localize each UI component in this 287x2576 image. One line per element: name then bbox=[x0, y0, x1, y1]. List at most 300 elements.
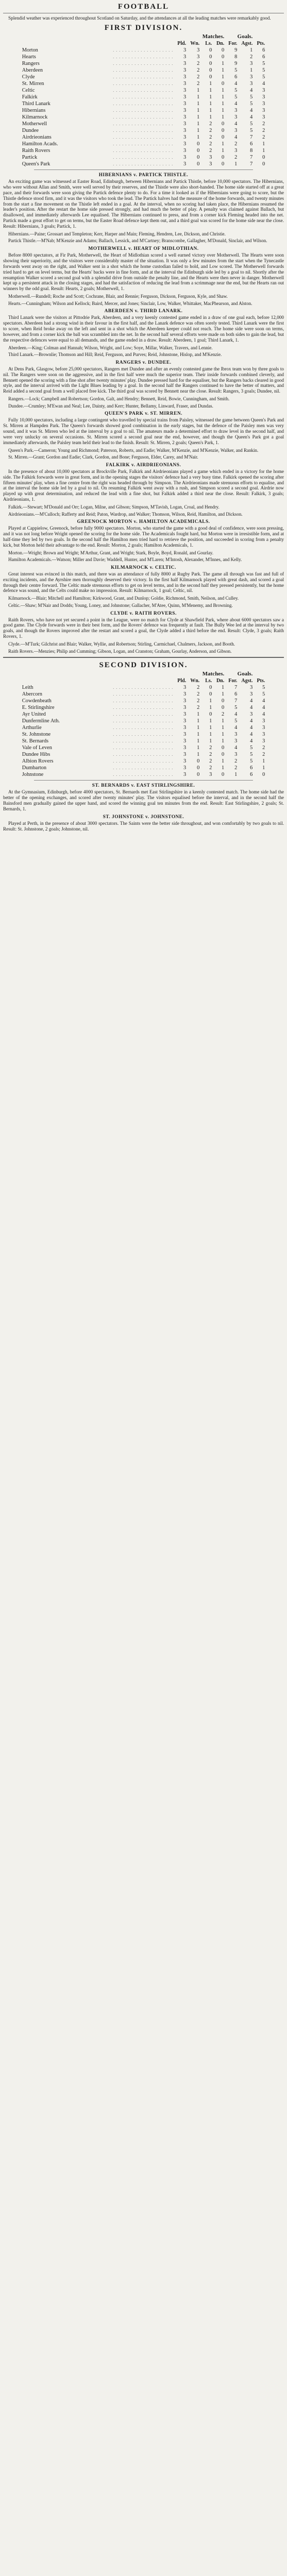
dn-cell: 0 bbox=[222, 134, 225, 141]
pld-cell: 3 bbox=[183, 114, 187, 121]
pts-cell: 1 bbox=[262, 141, 265, 147]
leader-dots: . . . . . . . . . . . . . . . . . . . . bbox=[113, 738, 174, 743]
agst-cell: 4 bbox=[250, 738, 253, 744]
ls-cell: 1 bbox=[209, 705, 212, 711]
leader-dots: . . . . . . . . . . . . . . . . . . . . bbox=[113, 691, 174, 697]
pld-column: Pld. bbox=[177, 40, 187, 46]
agst-cell: 4 bbox=[250, 718, 253, 724]
table-row bbox=[20, 718, 267, 724]
agst-cell: 5 bbox=[250, 758, 253, 765]
team-name: Johnstone bbox=[22, 772, 44, 778]
match-title: FALKIRK v. AIRDRIEONIANS. bbox=[106, 462, 181, 468]
dn-cell: 1 bbox=[222, 738, 225, 744]
leader-dots: . . . . . . . . . . . . . . . . . . . . bbox=[113, 711, 174, 717]
for-cell: 5 bbox=[234, 67, 238, 74]
pld-cell: 3 bbox=[183, 161, 187, 167]
pld-cell: 3 bbox=[183, 758, 187, 765]
matches-column-group: Matches. bbox=[202, 671, 225, 677]
dn-cell: 1 bbox=[222, 101, 225, 107]
pts-cell: 6 bbox=[262, 54, 265, 60]
table-header-groups bbox=[20, 33, 267, 41]
dn-cell: 1 bbox=[222, 765, 225, 771]
ls-cell: 1 bbox=[209, 108, 212, 114]
wn-column: Wn. bbox=[190, 677, 200, 684]
match-report-text: Before 8000 spectators, at Fir Park, Motherwell, the Heart of Midlothian scored a well earned victory over Motherwell. The Hearts were soon showing their superiority, and the visitors were considerably master of the situation. It was only a few minutes from the start when the Tynecastle forwards went away on the right, and Walker sent in a shot which the home custodian failed to hold, and Low scored. The Motherwell forwards tried hard to get on level terms, but the Hearts' backs were in fine form, and at the interval the Edinburgh side led by a goal to nil. Shortly after the resumption Walker scored a second goal with a splendid drive from outside the penalty line, and the Hearts were then never in danger. Motherwell kept up a persistent attack in the closing stages, and had the satisfaction of reducing the lead from a scrimmage near the end, but the Hearts ran out winners by the odd goal. Result: Hearts, 2 goals; Motherwell, 1. bbox=[3, 252, 284, 292]
ls-cell: 0 bbox=[209, 54, 212, 60]
match-title: RANGERS v. DUNDEE. bbox=[115, 360, 172, 365]
agst-cell: 8 bbox=[250, 148, 253, 154]
table-row bbox=[20, 80, 267, 87]
newspaper-page bbox=[3, 0, 284, 839]
for-cell: 3 bbox=[234, 738, 238, 744]
ls-cell: 0 bbox=[209, 685, 212, 691]
leader-dots: . . . . . . . . . . . . . . . . . . . . bbox=[113, 148, 174, 153]
ls-cell: 0 bbox=[209, 74, 212, 80]
leader-dots: . . . . . . . . . . . . . . . . . . . . bbox=[113, 725, 174, 730]
team-name: Clyde bbox=[22, 74, 35, 80]
table-row bbox=[20, 738, 267, 744]
dn-cell: 1 bbox=[222, 718, 225, 724]
wn-cell: 0 bbox=[197, 161, 200, 167]
table-header-columns bbox=[20, 678, 267, 685]
match-report-text: Raith Rovers, who have not yet secured a point in the League, were no match for Clyde at Shawfield Park, where about 6000 spectators saw a good game. The Clyde forwards were in their best form, and the Rovers' defence was frequently at fault. The Bully Wee led at the interval by two goals, and though the Rovers improved after the restart and scored a goal, the Clyde added a third before the end. Result: Clyde, 3 goals; Raith Rovers, 1. bbox=[3, 617, 284, 639]
table-row bbox=[20, 698, 267, 704]
team-lineup: Airdrieonians.—M'Culloch; Rafferty and Reid; Paton, Wardrop, and Walker; Thomson, Wilson, Reid, Hamilton, and Dickson. bbox=[8, 511, 243, 517]
for-cell: 8 bbox=[234, 54, 238, 60]
match-report-text: Played at Cappielow, Greenock, before fully 9000 spectators. Morton, who started the game with a good deal of confidence, were soon pressing, and it was not long before Wright opened the scoring for the home side. The Academicals fought hard, but Morton were in irresistible form, and at half-time they led by two goals. In the second half the Hamilton men tried hard to retrieve the position, and succeeded in scoring from a penalty kick, but Morton held their advantage to the end. Result: Morton, 2 goals; Hamilton Academicals, 1. bbox=[3, 526, 284, 548]
pld-cell: 3 bbox=[183, 108, 187, 114]
leader-dots: . . . . . . . . . . . . . . . . . . . . bbox=[113, 128, 174, 133]
team-lineup: Dundee.—Crumley; M'Ewan and Neal; Lee, Dainty, and Kerr; Hunter, Bellamy, Linward, Fraser, and Dundas. bbox=[8, 403, 213, 409]
leader-dots: . . . . . . . . . . . . . . . . . . . . bbox=[113, 121, 174, 126]
agst-cell: 5 bbox=[250, 128, 253, 134]
match-title: KILMARNOCK v. CELTIC. bbox=[111, 565, 176, 570]
match-report bbox=[3, 463, 284, 517]
team-name: St. Mirren bbox=[22, 81, 44, 87]
team-lineup: Raith Rovers.—Menzies; Philip and Cumming; Gibson, Logan, and Cranston; Graham, Gourlay, Anderson, and Gibson. bbox=[8, 648, 232, 654]
divider bbox=[3, 657, 284, 658]
team-name: Third Lanark bbox=[22, 101, 50, 107]
match-report bbox=[3, 565, 284, 608]
wn-cell: 0 bbox=[197, 758, 200, 765]
table-row bbox=[20, 87, 267, 94]
pts-cell: 3 bbox=[262, 101, 265, 107]
ls-cell: 1 bbox=[209, 94, 212, 100]
for-cell: 4 bbox=[234, 745, 238, 751]
for-cell: 6 bbox=[234, 691, 238, 698]
wn-cell: 0 bbox=[197, 772, 200, 778]
for-cell: 3 bbox=[234, 752, 238, 758]
for-cell: 4 bbox=[234, 725, 238, 731]
pts-cell: 3 bbox=[262, 732, 265, 738]
match-title: ST. JOHNSTONE v. JOHNSTONE. bbox=[103, 814, 184, 820]
dn-cell: 0 bbox=[222, 128, 225, 134]
leader-dots: . . . . . . . . . . . . . . . . . . . . bbox=[113, 698, 174, 703]
match-report-text: An exciting game was witnessed at Easter Road, Edinburgh, between Hibernians and Partick Thistle, before 10,000 spectators. The Hibernians, who were without Allan and Smith, were well served by their reserves, and the Thistle were also short-handed. The home side started off at a great pace, and their forwards were soon giving the Partick defence plenty to do. For a time it looked as if the Hibernians were going to score, but the Thistle defence stood firm, and it was the visitors who took the lead. The Partick halves had the measure of the home forwards, and twenty minutes from the start a fine movement on the Thistle left ended in a goal. At the interval, when no scoring had taken place, the Hibernians resumed the leader's position. After the restart the home side pressed strongly, and had much the better of play. A penalty was claimed against Ballach, but disallowed, and immediately afterwards Lee equalised. The Hibernians continued to press, and from a corner kick Fleming headed into the net. Partick made a great effort to get on terms, but the Easter Road defence kept them out, and a third goal was scored for the home side near the close. Result: Hibernians, 3 goals; Partick, 1. bbox=[3, 179, 284, 229]
pts-cell: 2 bbox=[262, 745, 265, 751]
dn-cell: 0 bbox=[222, 81, 225, 87]
agst-cell: 1 bbox=[250, 67, 253, 74]
wn-cell: 1 bbox=[197, 121, 200, 127]
agst-cell: 4 bbox=[250, 705, 253, 711]
pld-cell: 3 bbox=[183, 772, 187, 778]
agst-cell: 6 bbox=[250, 765, 253, 771]
wn-cell: 1 bbox=[197, 128, 200, 134]
leader-dots: . . . . . . . . . . . . . . . . . . . . bbox=[113, 94, 174, 99]
dn-cell: 0 bbox=[222, 155, 225, 161]
ls-column: Ls. bbox=[205, 40, 212, 46]
dn-cell: 0 bbox=[222, 121, 225, 127]
pts-cell: 3 bbox=[262, 114, 265, 121]
pts-cell: 4 bbox=[262, 698, 265, 704]
ls-cell: 2 bbox=[209, 752, 212, 758]
table-row bbox=[20, 744, 267, 751]
pld-cell: 3 bbox=[183, 752, 187, 758]
for-cell: 3 bbox=[234, 114, 238, 121]
dn-cell: 1 bbox=[222, 685, 225, 691]
wn-cell: 2 bbox=[197, 81, 200, 87]
pts-cell: 0 bbox=[262, 772, 265, 778]
team-name: Celtic bbox=[22, 88, 35, 94]
leader-dots: . . . . . . . . . . . . . . . . . . . . bbox=[113, 155, 174, 160]
pts-cell: 1 bbox=[262, 148, 265, 154]
second-division-section bbox=[3, 661, 284, 832]
pts-cell: 3 bbox=[262, 738, 265, 744]
leader-dots: . . . . . . . . . . . . . . . . . . . . bbox=[113, 161, 174, 166]
match-title: ST. BERNARDS v. EAST STIRLINGSHIRE. bbox=[92, 783, 195, 789]
team-name: St. Johnstone bbox=[22, 732, 51, 738]
agst-cell: 4 bbox=[250, 108, 253, 114]
wn-cell: 1 bbox=[197, 738, 200, 744]
pld-cell: 3 bbox=[183, 718, 187, 724]
leader-dots: . . . . . . . . . . . . . . . . . . . . bbox=[113, 745, 174, 750]
dn-cell: 1 bbox=[222, 732, 225, 738]
dn-cell: 1 bbox=[222, 141, 225, 147]
for-cell: 3 bbox=[234, 732, 238, 738]
wn-cell: 0 bbox=[197, 155, 200, 161]
dn-cell: 0 bbox=[222, 161, 225, 167]
leader-dots: . . . . . . . . . . . . . . . . . . . . bbox=[113, 67, 174, 73]
leader-dots: . . . . . . . . . . . . . . . . . . . . bbox=[113, 752, 174, 757]
for-column: For. bbox=[228, 40, 238, 46]
pts-cell: 1 bbox=[262, 758, 265, 765]
table-row bbox=[20, 684, 267, 691]
ls-cell: 1 bbox=[209, 698, 212, 704]
for-cell: 6 bbox=[234, 74, 238, 80]
pld-cell: 3 bbox=[183, 698, 187, 704]
ls-cell: 1 bbox=[209, 81, 212, 87]
pld-cell: 3 bbox=[183, 94, 187, 100]
wn-cell: 1 bbox=[197, 711, 200, 718]
agst-cell: 3 bbox=[250, 711, 253, 718]
agst-column: Agst. bbox=[241, 40, 253, 46]
leader-dots: . . . . . . . . . . . . . . . . . . . . bbox=[113, 772, 174, 777]
leader-dots: . . . . . . . . . . . . . . . . . . . . bbox=[113, 134, 174, 140]
team-lineup: Hamilton Academicals.—Watson; Miller and Davie; Waddell, Hunter, and M'Laren; M'Intosh, Alexander, M'Innes, and Kelly. bbox=[8, 557, 242, 563]
wn-cell: 1 bbox=[197, 718, 200, 724]
pld-cell: 3 bbox=[183, 685, 187, 691]
wn-cell: 2 bbox=[197, 685, 200, 691]
pld-cell: 3 bbox=[183, 691, 187, 698]
match-title: MOTHERWELL v. HEART OF MIDLOTHIAN. bbox=[88, 246, 199, 252]
table-row bbox=[20, 765, 267, 771]
pts-cell: 0 bbox=[262, 155, 265, 161]
pts-cell: 1 bbox=[262, 765, 265, 771]
match-report bbox=[3, 783, 284, 811]
agst-cell: 7 bbox=[250, 155, 253, 161]
pts-cell: 4 bbox=[262, 81, 265, 87]
match-report-text: At Dens Park, Glasgow, before 25,000 spectators, Rangers met Dundee and after an evenly contested game the Ibrox team won by three goals to nil. The Rangers were soon on the aggressive, and in the first half were much the superior team. Their inside forwards combined cleverly, and Bennett opened the scoring with a fine shot after twenty minutes' play. Dundee pressed hard for the equaliser, but the Rangers backs cleared in good style, and the interval arrived with the Light Blues leading by a goal. In the second half the Rangers continued to have the better of matters, and Reid added a second goal from a well placed free kick. The third goal was scored by Bennett near the close. Result: Rangers, 3 goals; Dundee, nil. bbox=[3, 366, 284, 394]
ls-cell: 1 bbox=[209, 718, 212, 724]
ls-cell: 2 bbox=[209, 765, 212, 771]
table-row bbox=[20, 74, 267, 80]
pts-cell: 5 bbox=[262, 67, 265, 74]
match-report bbox=[3, 360, 284, 409]
pld-cell: 3 bbox=[183, 705, 187, 711]
table-header-columns bbox=[20, 41, 267, 47]
match-report-text: Third Lanark were the visitors at Pittodrie Park, Aberdeen, and a very keenly contested game ended in a draw of one goal each, before 12,000 spectators. Aberdeen had a strong wind in their favour in the first half, and the Lanark defence was often sorely tested. Third Lanark were the first to score, when Reid broke away on the left and sent in a shot which the Aberdeen keeper could not reach. The home side were soon on terms, however, and from a corner kick the ball was scrambled into the net. In the second half several efforts were made on both sides to gain the lead, but the respective defences were equal to all demands, and the game ended in a draw. Result: Aberdeen, 1 goal; Third Lanark, 1. bbox=[3, 315, 284, 343]
match-title: HIBERNIANS v. PARTICK THISTLE. bbox=[98, 173, 189, 178]
team-name: Hamilton Acads. bbox=[22, 141, 58, 147]
team-name: Albion Rovers bbox=[22, 758, 54, 765]
dn-cell: 2 bbox=[222, 711, 225, 718]
team-lineup: Clyde.—M'Turk; Gilchrist and Blair; Walker, Wyllie, and Robertson; Stirling, Carmichael, Chalmers, Jackson, and Booth. bbox=[8, 641, 235, 647]
team-name: Vale of Leven bbox=[22, 745, 52, 751]
team-lineup: Partick Thistle.—M'Nab; M'Kenzie and Adams; Ballach, Lessick, and M'Cartney; Branscombe, Gallagher, M'Donald, Sinclair, and Wilson. bbox=[8, 238, 267, 244]
wn-cell: 1 bbox=[197, 134, 200, 141]
ls-cell: 1 bbox=[209, 88, 212, 94]
for-cell: 3 bbox=[234, 148, 238, 154]
wn-cell: 1 bbox=[197, 732, 200, 738]
table-row bbox=[20, 704, 267, 711]
match-report bbox=[3, 246, 284, 306]
team-lineup: Morton.—Wright; Brown and Wright; M'Arthur, Grant, and Wright; Stark, Boyle, Boyd, Ronald, and Gourlay. bbox=[8, 550, 213, 555]
pts-cell: 5 bbox=[262, 691, 265, 698]
pld-cell: 3 bbox=[183, 121, 187, 127]
table-row bbox=[20, 54, 267, 60]
ls-cell: 2 bbox=[209, 745, 212, 751]
pts-cell: 2 bbox=[262, 752, 265, 758]
table-row bbox=[20, 691, 267, 698]
agst-cell: 6 bbox=[250, 772, 253, 778]
agst-column: Agst. bbox=[241, 677, 253, 684]
for-cell: 5 bbox=[234, 94, 238, 100]
second-division-heading: SECOND DIVISION. bbox=[99, 661, 188, 670]
leader-dots: . . . . . . . . . . . . . . . . . . . . bbox=[113, 114, 174, 120]
team-lineup: Motherwell.—Rundell; Roche and Scott; Cochrane, Blair, and Rennie; Ferguson, Dickson, Ferguson, Kyle, and Shaw. bbox=[8, 294, 228, 299]
table-row bbox=[20, 724, 267, 731]
agst-cell: 1 bbox=[250, 47, 253, 54]
second-division-rows bbox=[20, 684, 267, 778]
agst-cell: 3 bbox=[250, 691, 253, 698]
team-lineup: Third Lanark.—Brownlie; Thomson and Hill; Reid, Ferguson, and Purves; Reid, Johnstone, Hislop, and M'Kenzie. bbox=[8, 352, 222, 358]
ls-cell: 0 bbox=[209, 67, 212, 74]
lead-paragraph: Splendid weather was experienced throughout Scotland on Saturday, and the attendances at all the leading matches were remarkably good. bbox=[8, 15, 271, 21]
leader-dots: . . . . . . . . . . . . . . . . . . . . bbox=[113, 108, 174, 113]
match-title: CLYDE v. RAITH ROVERS. bbox=[110, 611, 177, 616]
table-row bbox=[20, 114, 267, 121]
team-name: Raith Rovers bbox=[22, 148, 50, 154]
pld-cell: 3 bbox=[183, 128, 187, 134]
team-name: E. Stirlingshire bbox=[22, 705, 55, 711]
table-row bbox=[20, 127, 267, 134]
first-division-reports bbox=[3, 173, 284, 654]
pld-cell: 3 bbox=[183, 47, 187, 54]
table-row bbox=[20, 60, 267, 67]
wn-cell: 2 bbox=[197, 698, 200, 704]
ls-cell: 0 bbox=[209, 691, 212, 698]
for-column: For. bbox=[228, 677, 238, 684]
agst-cell: 3 bbox=[250, 81, 253, 87]
table-row bbox=[20, 94, 267, 100]
for-cell: 1 bbox=[234, 161, 238, 167]
wn-cell: 0 bbox=[197, 141, 200, 147]
leader-dots: . . . . . . . . . . . . . . . . . . . . bbox=[113, 61, 174, 66]
dn-cell: 1 bbox=[222, 114, 225, 121]
for-cell: 5 bbox=[234, 88, 238, 94]
for-cell: 4 bbox=[234, 134, 238, 141]
goals-column-group: Goals. bbox=[237, 671, 253, 677]
leader-dots: . . . . . . . . . . . . . . . . . . . . bbox=[113, 81, 174, 86]
matches-column-group: Matches. bbox=[202, 33, 225, 40]
for-cell: 3 bbox=[234, 128, 238, 134]
ls-cell: 1 bbox=[209, 738, 212, 744]
for-cell: 7 bbox=[234, 698, 238, 704]
dn-cell: 0 bbox=[222, 705, 225, 711]
agst-cell: 4 bbox=[250, 698, 253, 704]
for-cell: 5 bbox=[234, 705, 238, 711]
pld-cell: 3 bbox=[183, 732, 187, 738]
goals-column-group: Goals. bbox=[237, 33, 253, 40]
dn-cell: 0 bbox=[222, 752, 225, 758]
dn-cell: 1 bbox=[222, 88, 225, 94]
agst-cell: 3 bbox=[250, 61, 253, 67]
match-title: QUEEN'S PARK v. ST. MIRREN. bbox=[105, 411, 182, 417]
table-row bbox=[20, 161, 267, 167]
agst-cell: 6 bbox=[250, 141, 253, 147]
match-title: ABERDEEN v. THIRD LANARK. bbox=[104, 309, 183, 314]
agst-cell: 4 bbox=[250, 114, 253, 121]
wn-cell: 2 bbox=[197, 61, 200, 67]
pld-cell: 3 bbox=[183, 155, 187, 161]
match-report bbox=[3, 815, 284, 832]
leader-dots: . . . . . . . . . . . . . . . . . . . . bbox=[113, 732, 174, 737]
pld-cell: 3 bbox=[183, 101, 187, 107]
match-report bbox=[3, 611, 284, 654]
for-cell: 2 bbox=[234, 758, 238, 765]
wn-cell: 1 bbox=[197, 752, 200, 758]
team-lineup: Hearts.—Cunningham; Wilson and Kellock; Baird, Mercer, and Jones; Sinclair, Low, Walker, Whittaker, MacPhearson, and Alston. bbox=[8, 300, 252, 306]
leader-dots: . . . . . . . . . . . . . . . . . . . . bbox=[113, 74, 174, 79]
wn-cell: 2 bbox=[197, 691, 200, 698]
dn-cell: 0 bbox=[222, 745, 225, 751]
agst-cell: 5 bbox=[250, 752, 253, 758]
for-cell: 3 bbox=[234, 108, 238, 114]
pts-cell: 2 bbox=[262, 121, 265, 127]
pld-cell: 3 bbox=[183, 738, 187, 744]
leader-dots: . . . . . . . . . . . . . . . . . . . . bbox=[113, 54, 174, 59]
table-row bbox=[20, 107, 267, 114]
match-report bbox=[3, 411, 284, 460]
pts-cell: 3 bbox=[262, 718, 265, 724]
team-name: Cowdenbeath bbox=[22, 698, 52, 704]
table-row bbox=[20, 134, 267, 141]
team-name: Ayr United bbox=[22, 711, 46, 718]
pts-cell: 2 bbox=[262, 134, 265, 141]
pld-cell: 3 bbox=[183, 141, 187, 147]
table-row bbox=[20, 147, 267, 154]
ls-cell: 1 bbox=[209, 725, 212, 731]
leader-dots: . . . . . . . . . . . . . . . . . . . . bbox=[113, 88, 174, 93]
team-lineup: Rangers.—Lock; Campbell and Robertson; Gordon, Galt, and Hendry; Bennett, Reid, Bowie, Cunningham, and Smith. bbox=[8, 396, 230, 402]
for-cell: 4 bbox=[234, 101, 238, 107]
agst-cell: 4 bbox=[250, 725, 253, 731]
second-division-table bbox=[20, 671, 267, 778]
match-report-text: Great interest was evinced in this match, and there was an attendance of fully 8000 at Rugby Park. The game all through was fast and full of exciting incidents, and the Ayrshire men thoroughly deserved their victory. In the first half Kilmarnock played with great dash, and scored a goal through their centre forward. The Celtic made strenuous efforts to get on level terms, and in the second half they pressed persistently, but the home defence was sound, and the Celts could make no impression. Result: Kilmarnock, 1 goal; Celtic, nil. bbox=[3, 571, 284, 594]
team-name: Arthurlie bbox=[22, 725, 42, 731]
ls-cell: 0 bbox=[209, 711, 212, 718]
table-row bbox=[20, 121, 267, 127]
ls-cell: 2 bbox=[209, 148, 212, 154]
dn-cell: 1 bbox=[222, 725, 225, 731]
dn-cell: 1 bbox=[222, 61, 225, 67]
ls-column: Ls. bbox=[205, 677, 212, 684]
dn-cell: 0 bbox=[222, 698, 225, 704]
first-division-section bbox=[3, 24, 284, 654]
divider bbox=[34, 780, 253, 781]
team-name: Partick bbox=[22, 155, 38, 161]
dn-cell: 1 bbox=[222, 94, 225, 100]
leader-dots: . . . . . . . . . . . . . . . . . . . . bbox=[113, 718, 174, 723]
for-cell: 4 bbox=[234, 81, 238, 87]
dn-column: Dn. bbox=[216, 677, 225, 684]
match-title: GREENOCK MORTON v. HAMILTON ACADEMICALS. bbox=[77, 519, 210, 525]
team-name: Dumbarton bbox=[22, 765, 47, 771]
table-row bbox=[20, 47, 267, 54]
pld-cell: 3 bbox=[183, 67, 187, 74]
agst-cell: 5 bbox=[250, 101, 253, 107]
team-name: Rangers bbox=[22, 61, 40, 67]
ls-cell: 3 bbox=[209, 772, 212, 778]
agst-cell: 3 bbox=[250, 685, 253, 691]
pld-cell: 3 bbox=[183, 54, 187, 60]
wn-cell: 1 bbox=[197, 114, 200, 121]
pld-cell: 3 bbox=[183, 88, 187, 94]
match-report-text: In the presence of about 10,000 spectators at Brockville Park, Falkirk and Airdrieonians played a game which ended in a victory for the home side. The Falkirk forwards were in great form, and in the opening stages the visitors' defence had a very busy time. Falkirk opened the scoring after fifteen minutes' play, when a fine centre from the right was headed through by Simpson. The Airdrieonians made strenuous efforts to equalise, and at the interval the home side led by a goal to nil. On resuming Falkirk went away with a rush, and Simpson scored a second goal. Airdrie now played up with great determination, and reduced the lead with a fine shot, but Falkirk added a third near the close. Result: Falkirk, 3 goals; Airdrieonians, 1. bbox=[3, 468, 284, 502]
team-name: Hearts bbox=[22, 54, 36, 60]
team-name: Falkirk bbox=[22, 94, 38, 100]
for-cell: 5 bbox=[234, 718, 238, 724]
pts-cell: 5 bbox=[262, 685, 265, 691]
ls-cell: 2 bbox=[209, 758, 212, 765]
pts-cell: 3 bbox=[262, 725, 265, 731]
second-division-reports bbox=[3, 783, 284, 832]
table-row bbox=[20, 154, 267, 161]
wn-cell: 3 bbox=[197, 47, 200, 54]
wn-cell: 1 bbox=[197, 745, 200, 751]
team-lineup: Hibernians.—Paine; Grossart and Templeton; Kerr, Harper and Main; Fleming, Hendren, Lee, Dickson, and Christie. bbox=[8, 231, 226, 236]
ls-cell: 2 bbox=[209, 128, 212, 134]
team-lineup: Queen's Park.—Cameron; Young and Richmond; Paterson, Roberts, and Eadie; Walker, M'Kenzie, and M'Kenzie, Walker, and Rankin. bbox=[8, 447, 259, 453]
for-cell: 2 bbox=[234, 155, 238, 161]
leader-dots: . . . . . . . . . . . . . . . . . . . . bbox=[113, 141, 174, 146]
agst-cell: 5 bbox=[250, 745, 253, 751]
pts-cell: 3 bbox=[262, 94, 265, 100]
table-row bbox=[20, 771, 267, 778]
for-cell: 4 bbox=[234, 121, 238, 127]
ls-cell: 1 bbox=[209, 732, 212, 738]
team-name: Dunfermline Ath. bbox=[22, 718, 60, 724]
